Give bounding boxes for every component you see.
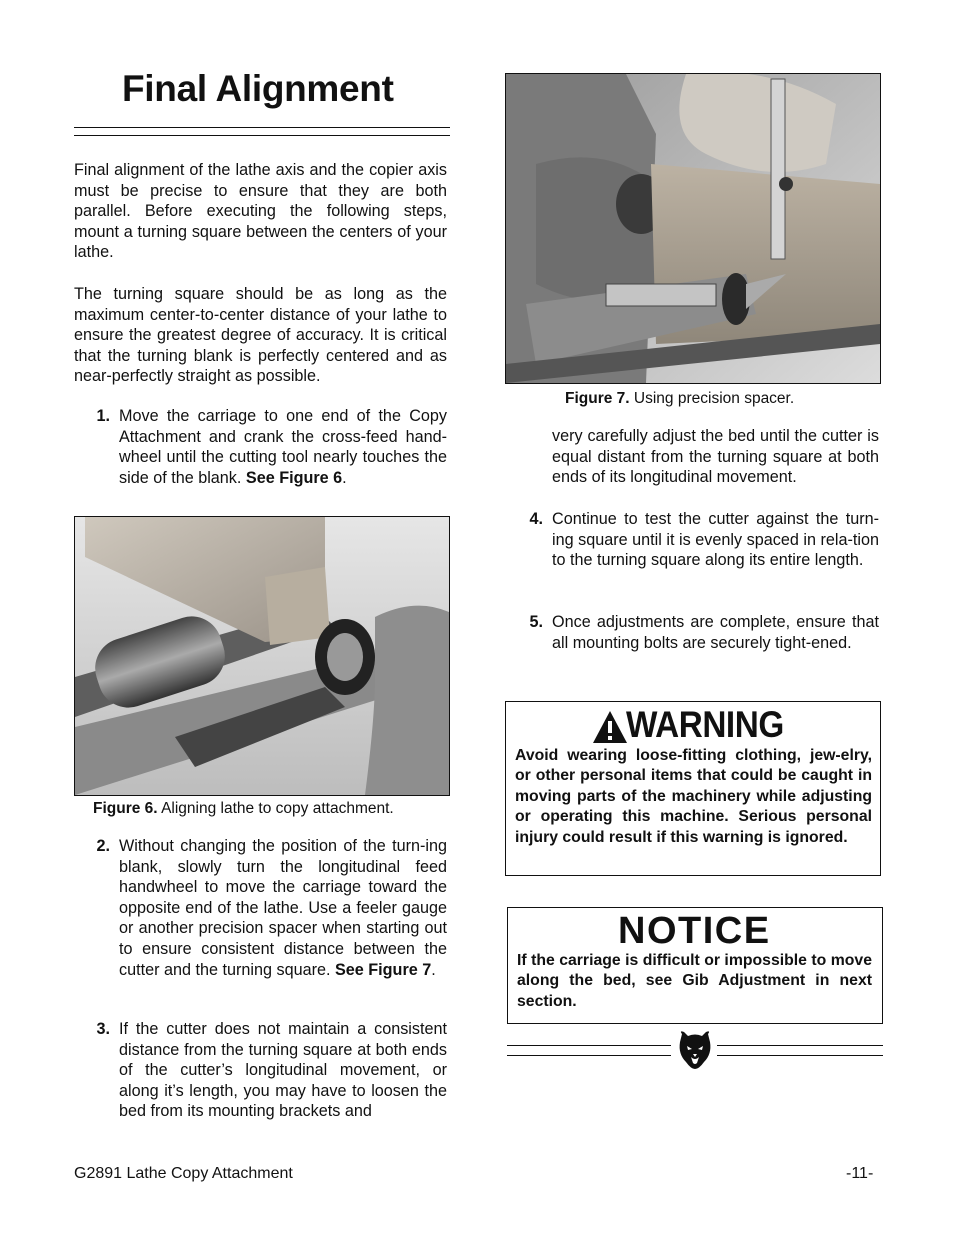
step-text: Once adjustments are complete, ensure that all mounting bolts are securely tight-ened. (552, 613, 879, 652)
figure-label: Figure 6. (93, 800, 158, 817)
warning-triangle-icon (592, 710, 628, 744)
figure-reference: See Figure 7 (334, 960, 432, 979)
figure-caption-text: Using precision spacer. (633, 390, 795, 407)
footer-manual-title: G2891 Lathe Copy Attachment (74, 1165, 293, 1182)
step-text: very carefully adjust the bed until the cutter is equal distant from the turning square at both ends of its longitudinal movement. (552, 427, 879, 487)
intro-paragraph-1: Final alignment of the lathe axis and the copier axis must be precise to ensure that they are both parallel. Before executing the following steps, mount a turning square between the centers of your lathe. (74, 161, 447, 262)
step-number: 2. (96, 837, 110, 855)
divider-right-top (717, 1045, 883, 1046)
step-text: Move the carriage to one end of the Copy Attachment and crank the cross-feed hand-wheel until the cutting tool nearly touches the side of the blank. See Figure 6. (119, 407, 447, 487)
figure-6-caption (93, 799, 394, 819)
divider-right-bottom (717, 1055, 883, 1056)
step-2 (88, 836, 448, 1002)
figure-7-photo (505, 73, 881, 384)
step-text: Continue to test the cutter against the turn-ing square until it is evenly spaced in rela-tion to the turning square along its entire length. (552, 510, 879, 570)
lathe-alignment-illustration (75, 517, 449, 795)
divider-left-bottom (507, 1055, 671, 1056)
figure-7-caption (565, 389, 794, 409)
notice-box (507, 907, 883, 1024)
footer-page-number: -11- (846, 1165, 874, 1182)
notice-text: If the carriage is difficult or impossible to move along the bed, see Gib Adjustment in next section. (517, 952, 872, 1010)
step-text: If the cutter does not maintain a consistent distance from the turning square at both ends of the cutter’s longitudinal movement, or along it’s length, you may have to loosen the bed from its mounting brackets and (119, 1020, 447, 1121)
page-title: Final Alignment (122, 68, 394, 109)
divider-left-top (507, 1045, 671, 1046)
step-4 (521, 509, 880, 593)
step-text: Without changing the position of the turn-ing blank, slowly turn the longitudinal feed handwheel to move the carriage toward the opposite end of the lathe. Use a feeler gauge or another precision spacer when starting out to ensure consistent distance between the cutter and the turning square. See Figure 7. (119, 837, 447, 979)
figure-reference: See Figure 6 (245, 468, 343, 487)
grizzly-bear-logo-icon (676, 1030, 714, 1070)
precision-spacer-illustration (506, 74, 880, 383)
step-3-continued (521, 426, 880, 490)
figure-caption-text: Aligning lathe to copy attachment. (161, 800, 394, 817)
figure-label: Figure 7. (565, 390, 630, 407)
step-number: 1. (96, 407, 110, 425)
figure-6-photo (74, 516, 450, 796)
warning-box (505, 701, 881, 876)
title-rule-bottom (74, 135, 450, 136)
step-3 (88, 1019, 448, 1123)
intro-paragraph-2: The turning square should be as long as the maximum center-to-center distance of your lathe to ensure the greatest degree of accuracy. It is critical that the turning blank is perfectly centered and as near-perfectly straight as possible. (74, 285, 447, 386)
step-1 (88, 406, 448, 490)
notice-heading: NOTICE (618, 910, 771, 952)
warning-heading: WARNING (626, 704, 784, 745)
step-5 (521, 612, 880, 676)
title-rule-top (74, 127, 450, 128)
step-number: 4. (529, 510, 543, 528)
step-number: 3. (96, 1020, 110, 1038)
step-number: 5. (529, 613, 543, 631)
warning-text: Avoid wearing loose-fitting clothing, jew-elry, or other personal items that could be caught in moving parts of the machinery while adjusting or operating this machine. Serious personal injury could result if this warning is ignored. (515, 747, 872, 846)
